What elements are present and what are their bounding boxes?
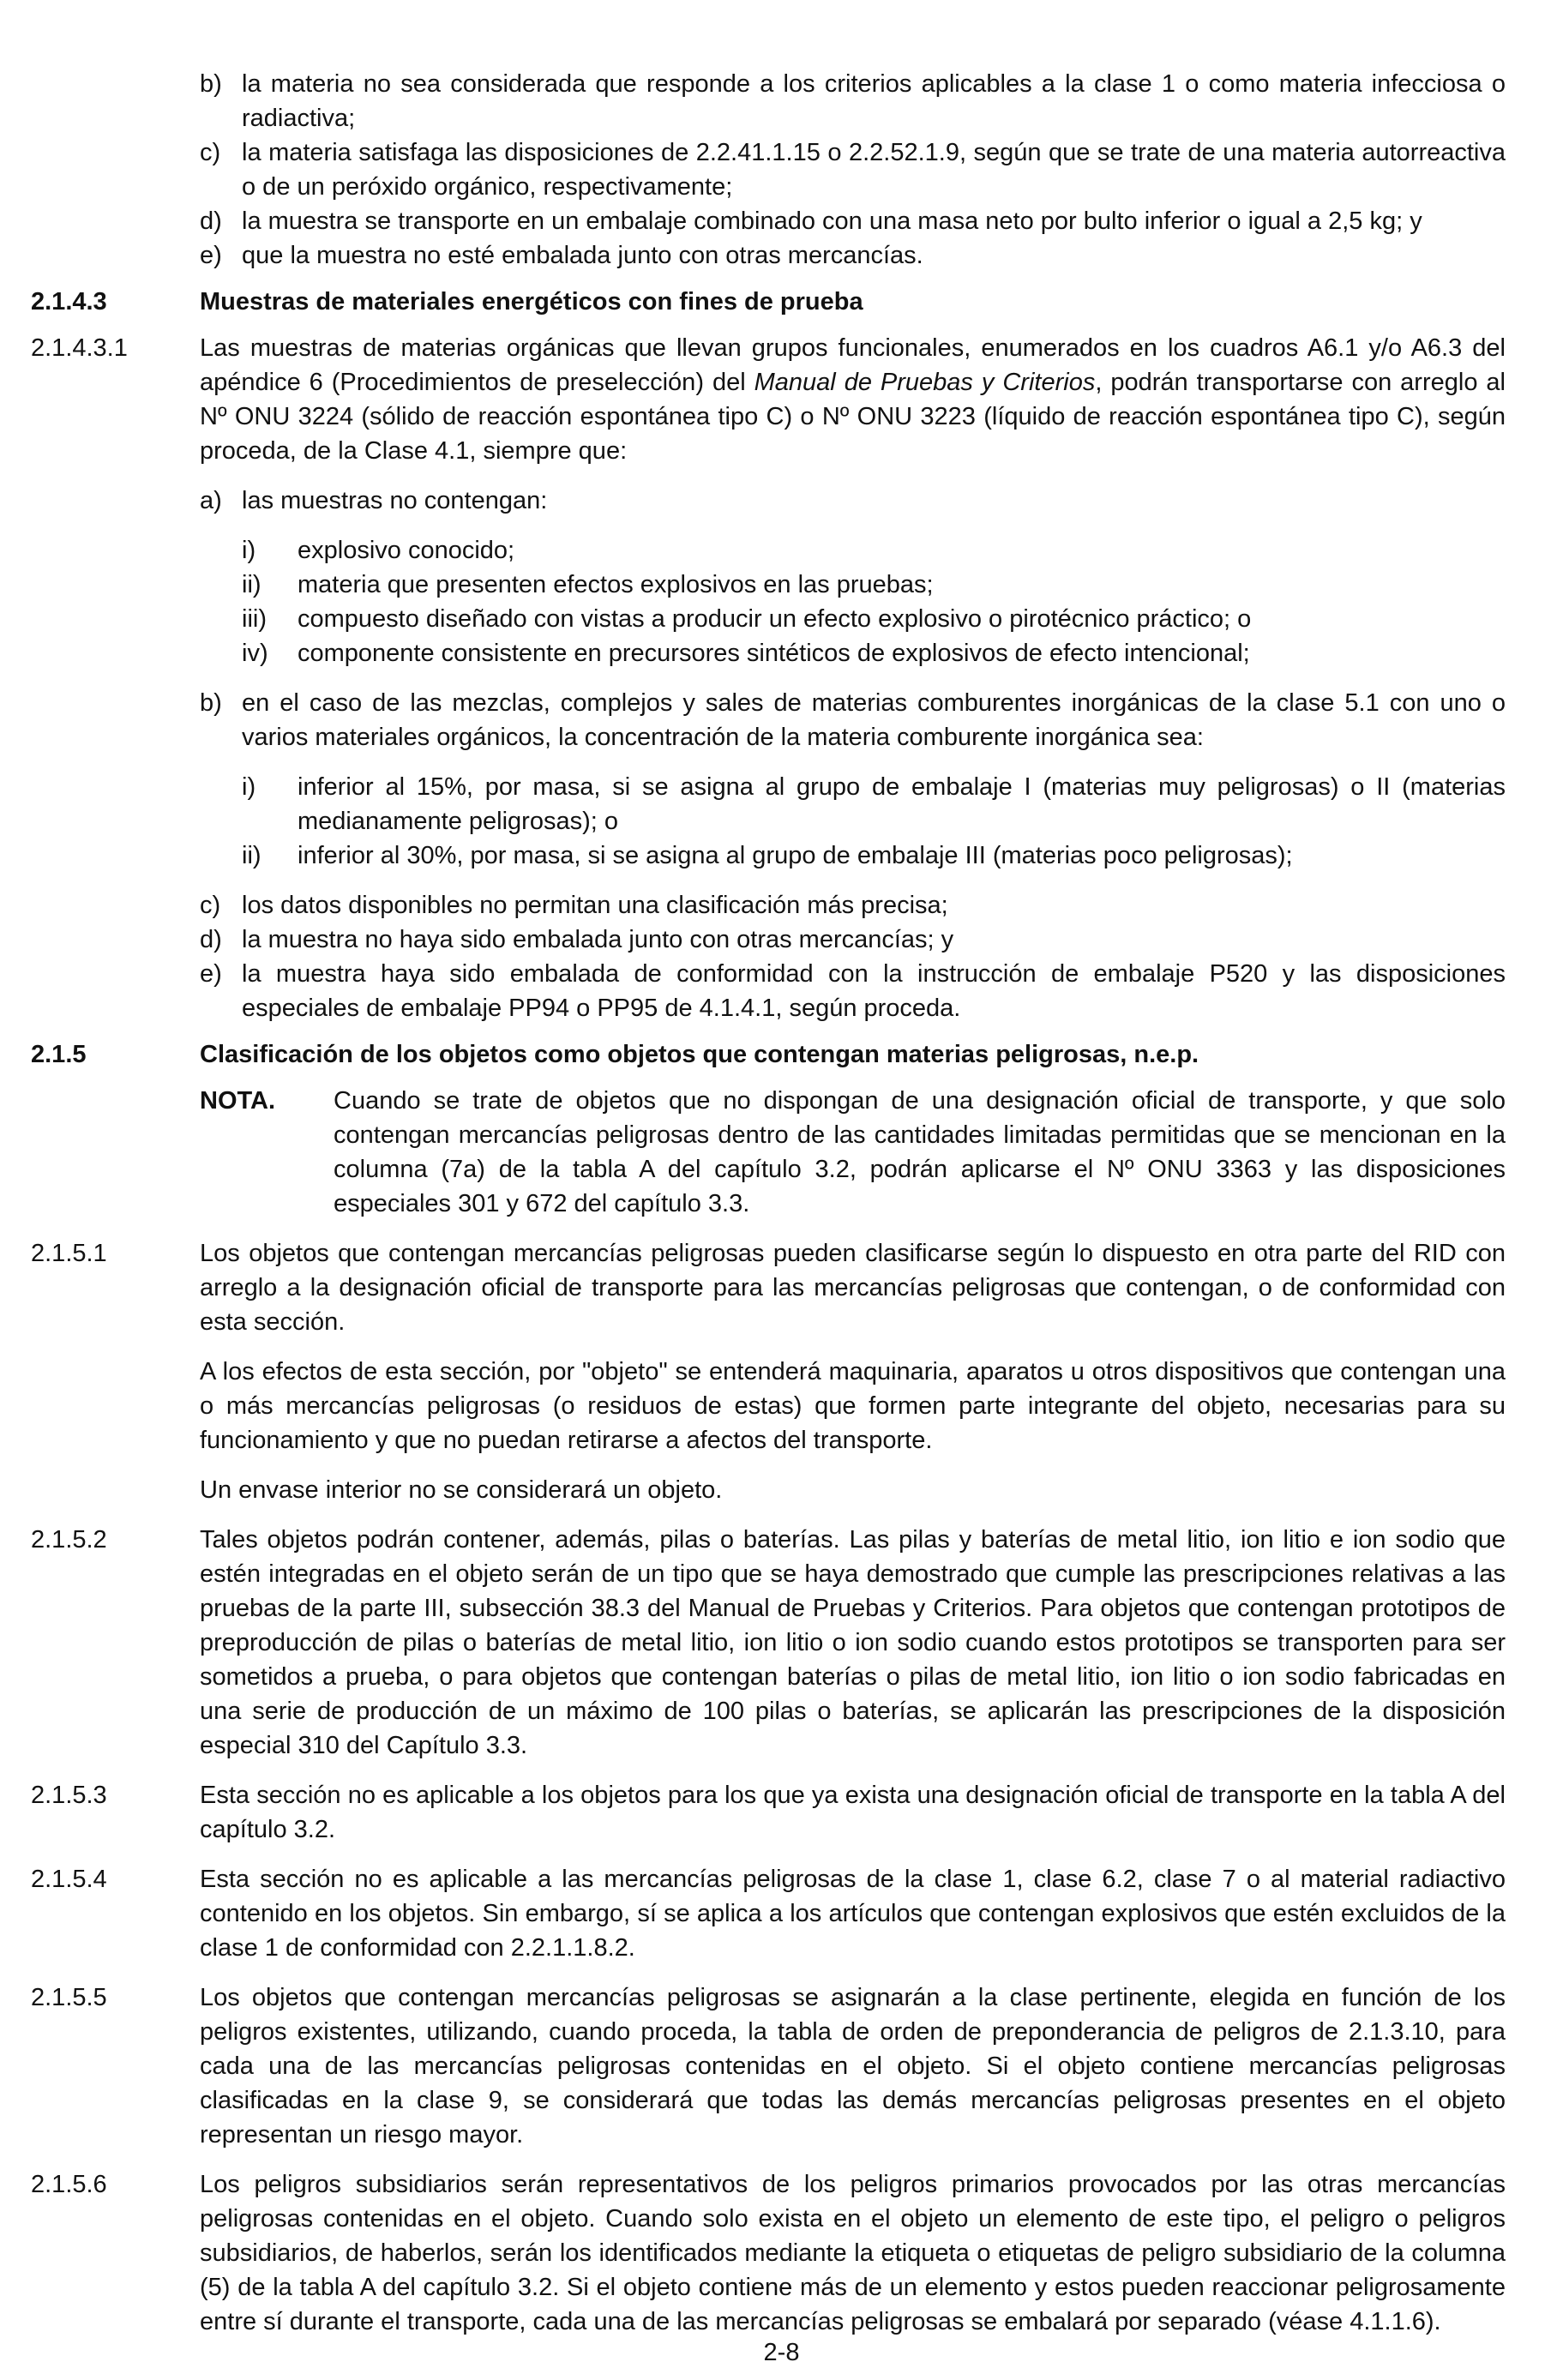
list-label: e) <box>200 960 222 988</box>
condition-a-sublist <box>31 533 1506 670</box>
sub-text: materia que presenten efectos explosivos en las pruebas; <box>298 571 934 598</box>
section-number: 2.1.5.3 <box>31 1782 107 1809</box>
sub-list-item <box>31 602 1506 636</box>
sub-label: i) <box>242 537 256 564</box>
section-title: Muestras de materiales energéticos con fines de prueba <box>200 288 863 316</box>
list-label: c) <box>200 892 221 919</box>
section-2-1-5-1-para-3: Un envase interior no se considerará un objeto. <box>200 1476 723 1504</box>
sub-text: explosivo conocido; <box>298 537 515 564</box>
section-number: 2.1.5.5 <box>31 1984 107 2011</box>
note-block <box>31 1084 1506 1221</box>
list-text: la materia satisfaga las disposiciones de 2.2.41.1.15 o 2.2.52.1.9, según que se trate de una materia autorreactiva o de un peróxido orgánico, respectivamente; <box>242 139 1506 201</box>
section-heading-2-1-5 <box>31 1037 1506 1072</box>
list-label: a) <box>200 487 222 514</box>
list-text: las muestras no contengan: <box>242 487 548 514</box>
sub-list-item <box>31 770 1506 838</box>
sub-label: ii) <box>242 571 262 598</box>
list-item <box>31 238 1506 273</box>
section-number: 2.1.5 <box>31 1041 87 1068</box>
section-heading-2-1-4-3 <box>31 285 1506 319</box>
list-text: que la muestra no esté embalada junto con otras mercancías. <box>242 242 923 269</box>
text-after: , podrán transportarse con arreglo al Nº ONU 3224 (sólido de reacción espontánea tipo C) o Nº ONU 3223 (líquido de reacción espontánea tipo C), según proceda, de la Clase 4.1, siempre que: <box>200 369 1506 465</box>
list-label: b) <box>200 689 222 717</box>
section-text: Los objetos que contengan mercancías peligrosas pueden clasificarse según lo dispuesto en otra parte del RID con arreglo a la designación oficial de transporte para las mercancías peligrosas que contengan, o de conformidad con esta sección. <box>200 1240 1506 1336</box>
section-text: Los objetos que contengan mercancías peligrosas se asignarán a la clase pertinente, elegida en función de los peligros existentes, utilizando, cuando proceda, la tabla de orden de preponderancia de peligros de 2.1.3.10, para cada una de las mercancías peligrosas contenidas en el objeto. Si el objeto contiene mercancías peligrosas clasificadas en la clase 9, se considerará que todas las demás mercancías peligrosas presentes en el objeto representan un riesgo mayor. <box>200 1984 1506 2149</box>
sub-list-item <box>31 568 1506 602</box>
list-item <box>31 923 1506 957</box>
section-number: 2.1.5.6 <box>31 2171 107 2198</box>
list-item <box>31 135 1506 204</box>
list-text: la muestra haya sido embalada de conformidad con la instrucción de embalaje P520 y las disposiciones especiales de embalaje PP94 o PP95 de 4.1.4.1, según proceda. <box>242 960 1506 1022</box>
section-2-1-5-6 <box>31 2167 1506 2339</box>
list-label: d) <box>200 207 222 235</box>
list-label: c) <box>200 139 221 166</box>
page-content <box>31 67 1506 2339</box>
sub-text: componente consistente en precursores sintéticos de explosivos de efecto intencional; <box>298 640 1250 667</box>
note-label: NOTA. <box>200 1087 276 1115</box>
list-text: los datos disponibles no permitan una clasificación más precisa; <box>242 892 948 919</box>
list-text: la muestra se transporte en un embalaje combinado con una masa neto por bulto inferior o igual a 2,5 kg; y <box>242 207 1422 235</box>
condition-b <box>31 686 1506 754</box>
condition-a <box>31 484 1506 518</box>
sub-label: ii) <box>242 842 262 869</box>
condition-rest-list <box>31 888 1506 1025</box>
section-text: Tales objetos podrán contener, además, pilas o baterías. Las pilas y baterías de metal litio, ion litio e ion sodio que estén integradas en el objeto serán de un tipo que se haya demostrado que cumple las prescripciones relativas a las pruebas de la parte III, subsección 38.3 del Manual de Pruebas y Criterios. Para objetos que contengan prototipos de preproducción de pilas o baterías de metal litio, ion litio o ion sodio cuando estos prototipos se transporten para ser sometidos a prueba, o para objetos que contengan baterías o pilas de metal litio, ion litio o ion sodio fabricadas en una serie de producción de un máximo de 100 pilas o baterías, se aplicarán las prescripciones de la disposición especial 310 del Capítulo 3.3. <box>200 1526 1506 1759</box>
sub-text: compuesto diseñado con vistas a producir un efecto explosivo o pirotécnico práctico; o <box>298 605 1252 633</box>
section-2-1-4-3-1 <box>31 331 1506 468</box>
sub-text: inferior al 15%, por masa, si se asigna al grupo de embalaje I (materias muy peligrosas) o II (materias medianamente peligrosas); o <box>298 773 1506 835</box>
section-number: 2.1.5.4 <box>31 1866 107 1893</box>
sub-list-item <box>31 636 1506 670</box>
section-2-1-5-2 <box>31 1523 1506 1763</box>
section-number: 2.1.5.1 <box>31 1240 107 1267</box>
section-number: 2.1.4.3 <box>31 288 107 316</box>
section-2-1-5-1 <box>31 1236 1506 1339</box>
top-list <box>31 67 1506 273</box>
section-text <box>200 331 1506 468</box>
list-item <box>31 957 1506 1025</box>
section-2-1-5-3 <box>31 1778 1506 1847</box>
sub-label: iii) <box>242 605 267 633</box>
sub-text: inferior al 30%, por masa, si se asigna al grupo de embalaje III (materias poco peligrosas); <box>298 842 1293 869</box>
list-item <box>31 204 1506 238</box>
list-label: e) <box>200 242 222 269</box>
note-text: Cuando se trate de objetos que no dispongan de una designación oficial de transporte, y que solo contengan mercancías peligrosas dentro de las cantidades limitadas permitidas que se mencionan en la columna (7a) de la tabla A del capítulo 3.2, podrán aplicarse el Nº ONU 3363 y las disposiciones especiales 301 y 672 del capítulo 3.3. <box>334 1087 1506 1217</box>
list-item <box>31 67 1506 135</box>
condition-b-sublist <box>31 770 1506 873</box>
list-label: b) <box>200 70 222 98</box>
section-text: Esta sección no es aplicable a los objetos para los que ya exista una designación oficial de transporte en la tabla A del capítulo 3.2. <box>200 1782 1506 1843</box>
section-title: Clasificación de los objetos como objetos que contengan materias peligrosas, n.e.p. <box>200 1041 1199 1068</box>
manual-title: Manual de Pruebas y Criterios <box>754 369 1096 396</box>
sub-label: iv) <box>242 640 268 667</box>
sub-label: i) <box>242 773 256 801</box>
list-text: la muestra no haya sido embalada junto con otras mercancías; y <box>242 926 954 953</box>
text-before: Las muestras de materias orgánicas que llevan grupos funcionales, enumerados en los cuadros A6.1 y/o A6.3 del apéndice 6 (Procedimientos de preselección) del <box>200 334 1506 396</box>
section-number: 2.1.5.2 <box>31 1526 107 1554</box>
list-label: d) <box>200 926 222 953</box>
list-text: en el caso de las mezclas, complejos y sales de materias comburentes inorgánicas de la clase 5.1 con uno o varios materiales orgánicos, la concentración de la materia comburente inorgánica sea: <box>242 689 1506 751</box>
section-2-1-5-1-para-2: A los efectos de esta sección, por "objeto" se entenderá maquinaria, aparatos u otros dispositivos que contengan una o más mercancías peligrosas (o residuos de estas) que formen parte integrante del objeto, necesarias para su funcionamiento y que no puedan retirarse a afectos del transporte. <box>200 1358 1506 1454</box>
section-2-1-5-4 <box>31 1862 1506 1965</box>
sub-list-item <box>31 533 1506 568</box>
page-number: 2-8 <box>763 2339 800 2366</box>
list-text: la materia no sea considerada que responde a los criterios aplicables a la clase 1 o como materia infecciosa o radiactiva; <box>242 70 1506 132</box>
section-number: 2.1.4.3.1 <box>31 334 128 362</box>
section-2-1-5-5 <box>31 1980 1506 2152</box>
list-item <box>31 888 1506 923</box>
sub-list-item <box>31 838 1506 873</box>
section-text: Esta sección no es aplicable a las mercancías peligrosas de la clase 1, clase 6.2, clase 7 o al material radiactivo contenido en los objetos. Sin embargo, sí se aplica a los artículos que contengan explosivos que estén excluidos de la clase 1 de conformidad con 2.2.1.1.8.2. <box>200 1866 1506 1962</box>
section-text: Los peligros subsidiarios serán representativos de los peligros primarios provocados por las otras mercancías peligrosas contenidas en el objeto. Cuando solo exista en el objeto un elemento de este tipo, el peligro o peligros subsidiarios, de haberlos, serán los identificados mediante la etiqueta o etiquetas de peligro subsidiario de la columna (5) de la tabla A del capítulo 3.2. Si el objeto contiene más de un elemento y estos pueden reaccionar peligrosamente entre sí durante el transporte, cada una de las mercancías peligrosas se embalará por separado (véase 4.1.1.6). <box>200 2171 1506 2335</box>
